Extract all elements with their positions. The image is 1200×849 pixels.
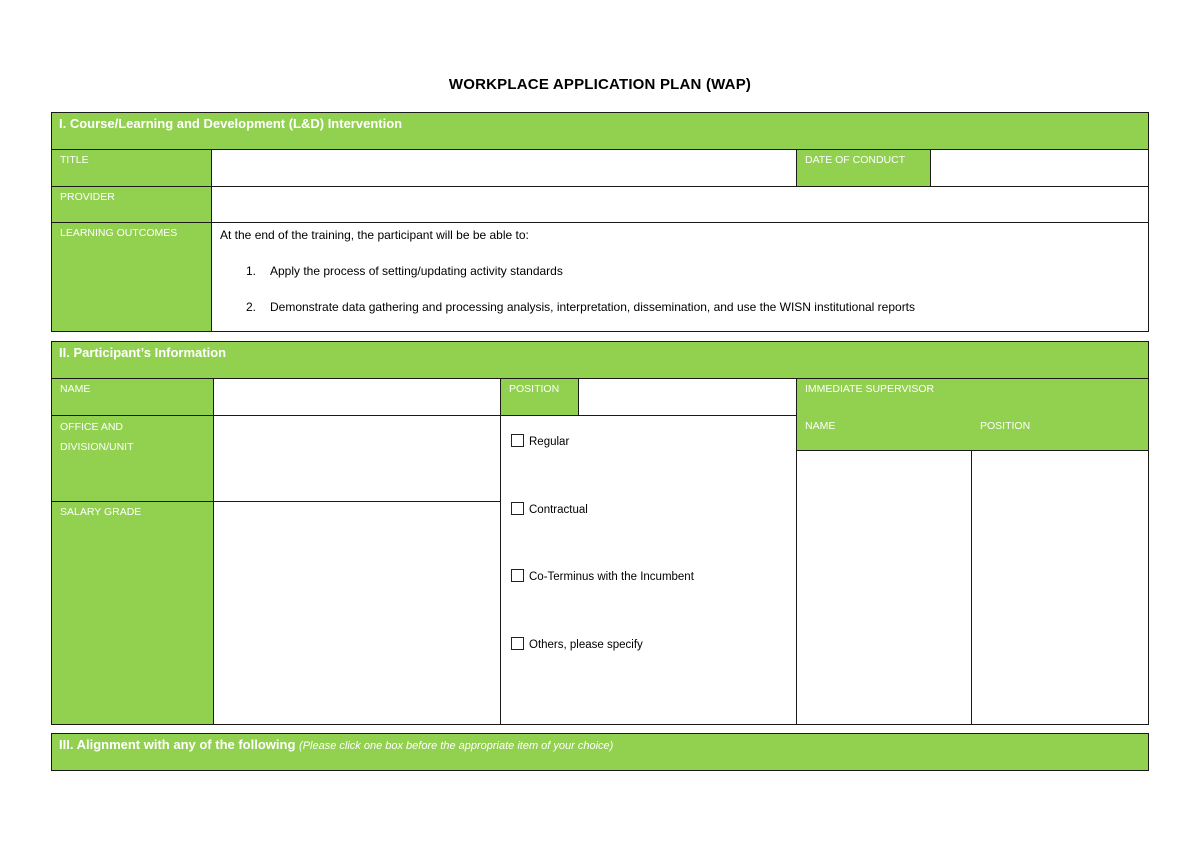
salary-grade-input[interactable] <box>213 501 501 725</box>
supervisor-position-input[interactable] <box>971 450 1149 725</box>
salary-grade-label-cell <box>51 501 214 725</box>
checkbox-icon[interactable] <box>511 637 524 650</box>
learning-outcome-item <box>246 264 563 278</box>
provider-label-cell <box>51 186 212 223</box>
immediate-supervisor-header <box>796 378 1149 451</box>
title-label-cell <box>51 149 212 187</box>
learning-outcomes-intro: At the end of the training, the participant will be be able to: <box>220 228 529 242</box>
section1-heading <box>51 112 1149 150</box>
name-label: NAME <box>60 383 91 395</box>
supervisor-name-label: NAME <box>805 420 836 432</box>
learning-outcome-item <box>246 300 915 314</box>
office-label-line2: DIVISION/UNIT <box>60 441 134 453</box>
section3-hint: (Please click one box before the appropriate item of your choice) <box>299 740 614 752</box>
date-of-conduct-label: DATE OF CONDUCT <box>805 154 906 166</box>
office-division-label-cell <box>51 415 214 502</box>
position-label-cell <box>500 378 579 416</box>
outcome-text: Demonstrate data gathering and processing analysis, interpretation, dissemination, and use the WISN institutional reports <box>270 300 916 314</box>
provider-label: PROVIDER <box>60 191 115 203</box>
outcome-number: 1. <box>246 264 257 278</box>
section3-heading-text: III. Alignment with any of the following <box>59 737 296 752</box>
outcome-text: Apply the process of setting/updating activity standards <box>270 264 563 278</box>
office-label-line1: OFFICE AND <box>60 421 124 433</box>
title-input[interactable] <box>211 149 797 187</box>
option-co-terminus[interactable]: Co-Terminus with the Incumbent <box>511 569 694 583</box>
immediate-supervisor-label: IMMEDIATE SUPERVISOR <box>805 383 935 395</box>
section2-heading-text: II. Participant’s Information <box>59 345 227 360</box>
document-title: WORKPLACE APPLICATION PLAN (WAP) <box>448 76 752 93</box>
provider-input[interactable] <box>211 186 1149 223</box>
office-division-input[interactable] <box>213 415 501 502</box>
section1-heading-text: I. Course/Learning and Development (L&D) Intervention <box>59 116 403 131</box>
option-others[interactable]: Others, please specify <box>511 637 643 651</box>
outcome-number: 2. <box>246 300 257 314</box>
option-regular[interactable]: Regular <box>511 434 569 448</box>
position-input[interactable] <box>578 378 797 416</box>
salary-grade-label: SALARY GRADE <box>60 506 142 518</box>
learning-outcomes-label-cell <box>51 222 212 332</box>
checkbox-icon[interactable] <box>511 434 524 447</box>
position-label: POSITION <box>509 383 560 395</box>
date-of-conduct-label-cell <box>796 149 931 187</box>
learning-outcomes-cell <box>211 222 1149 332</box>
section3-heading <box>51 733 1149 771</box>
section2-heading <box>51 341 1149 379</box>
learning-outcomes-label: LEARNING OUTCOMES <box>60 227 178 239</box>
checkbox-icon[interactable] <box>511 569 524 582</box>
name-input[interactable] <box>213 378 501 416</box>
supervisor-name-input[interactable] <box>796 450 972 725</box>
option-contractual[interactable]: Contractual <box>511 502 588 516</box>
checkbox-icon[interactable] <box>511 502 524 515</box>
title-label: TITLE <box>60 154 89 166</box>
date-of-conduct-input[interactable] <box>930 149 1149 187</box>
employment-status-cell <box>500 415 797 725</box>
name-label-cell <box>51 378 214 416</box>
supervisor-position-label: POSITION <box>980 420 1031 432</box>
